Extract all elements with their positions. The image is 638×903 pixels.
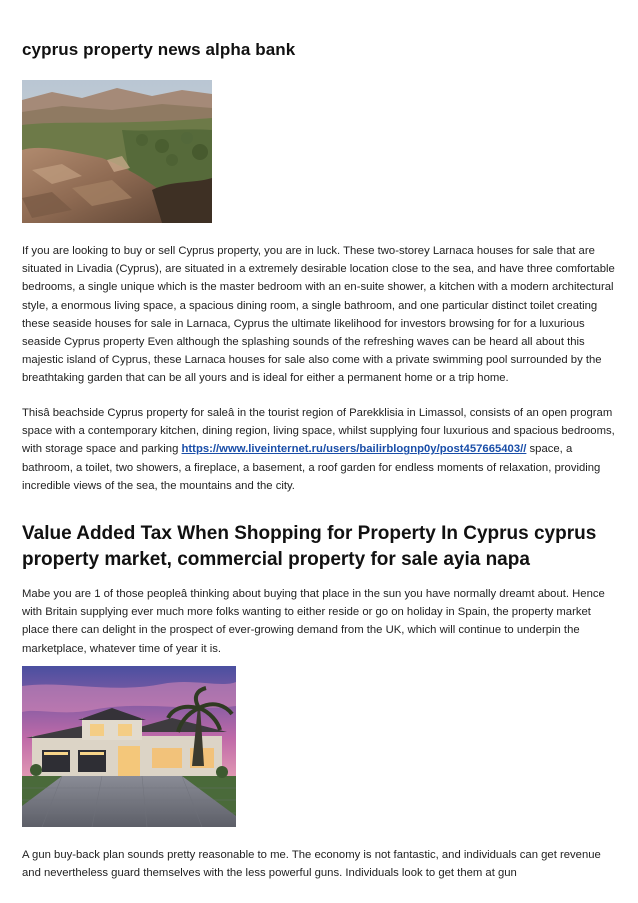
gun-paragraph: A gun buy-back plan sounds pretty reasonable to me. The economy is not fantastic, and individuals can get revenue and nevertheless guard themselves with the less powerful guns. Individuals look to get them at gun [22, 849, 601, 880]
beachside-text-before: Thisâ beachside Cyprus property for saleâ in the tourist region of Parekklisia in Limassol, consists of an open program space with a contemporary kitchen, dining region, living space, whilst supplying four luxurious and spacious bedrooms, with storage space and parking [22, 407, 615, 456]
liveinternet-link[interactable]: https://www.liveinternet.ru/users/bailirblognp0y/post457665403// [181, 443, 527, 456]
intro-paragraph: If you are looking to buy or sell Cyprus property, you are in luck. These two-storey Larnaca houses for sale that are situated in Livadia (Cyprus), are situated in a extremely desirable location close to the sea, and have three comfortable bedrooms, a single unique which is the master bedroom with an en-suite shower, a kitchen with a modern architectural style, a enormous living space, a spacious dining room, a single bathroom, and one particular distinct toilet creating these seaside houses for sale in Larnaca, Cyprus the ultimate likelihood for investors browsing for for a luxurious seaside Cyprus property Even although the splashing sounds of the refreshing waves can be heard all about this majestic island of Cyprus, these Larnaca houses for sale also come with a private swimming pool surrounded by the breathtaking garden that can be all yours and is ideal for either a permanent home or a trip home. [22, 245, 615, 385]
beachside-paragraph [22, 404, 618, 495]
section-heading: Value Added Tax When Shopping for Property In Cyprus cyprus property market, commercial property for sale ayia napa [22, 523, 597, 570]
rocky-hillside-landscape-photo [22, 80, 212, 223]
spain-paragraph: Mabe you are 1 of those peopleâ thinking about buying that place in the sun you have normally dreamt about. Hence with Britain supplying ever much more folks wanting to either reside or go on holiday in Spain, the property market place there can delight in the prospect of ever-growing demand from the UK, which will continue to underpin the marketplace, whatever time of year it is. [22, 588, 605, 655]
beachside-text-after: space, a bathroom, a toilet, two showers, a fireplace, a basement, a roof garden for endless moments of relaxation, providing incredible views of the sea, the mountains and the city. [22, 443, 601, 492]
page-title: cyprus property news alpha bank [22, 40, 296, 59]
modern-villa-at-dusk-photo [22, 666, 236, 827]
